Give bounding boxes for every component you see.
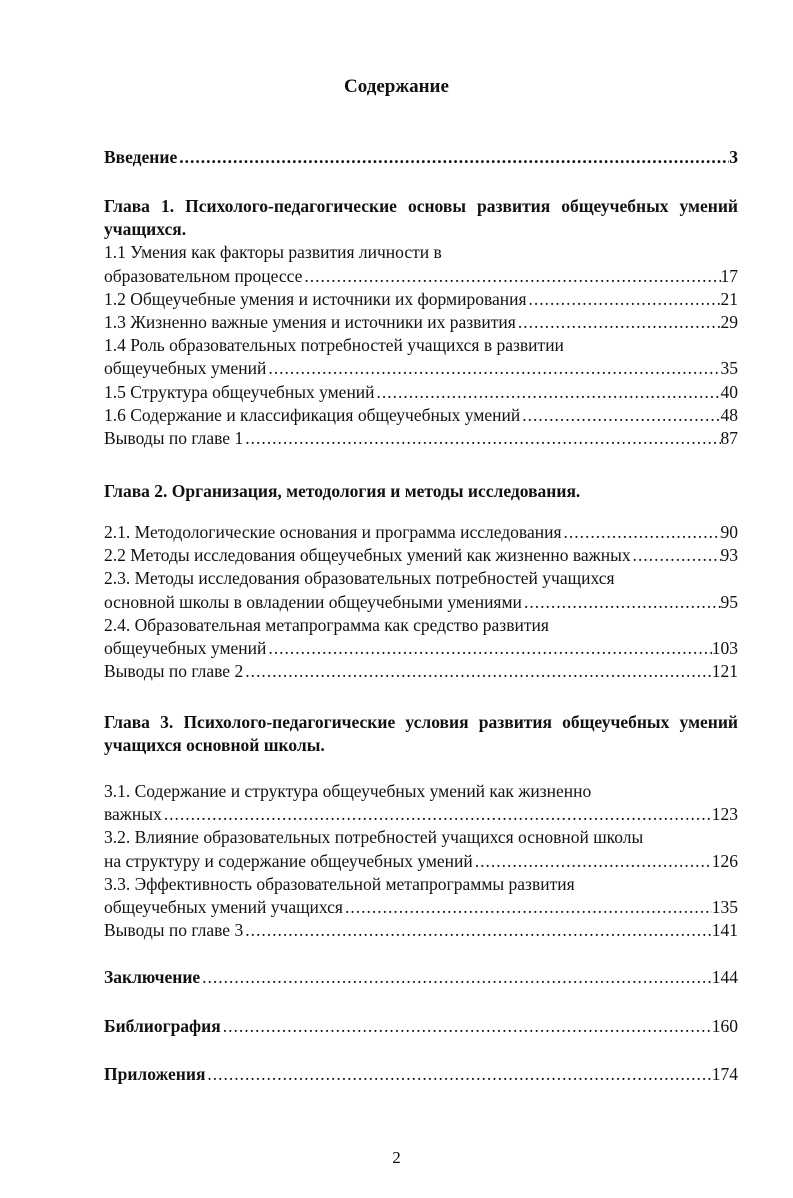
toc-entry-1-4[interactable]: [104, 334, 738, 380]
toc-label: 3.1. Содержание и структура общеучебных умений как жизненно: [104, 781, 592, 801]
toc-page: 123: [711, 804, 738, 825]
leader-dots: [516, 311, 721, 334]
toc-label: 3.3. Эффективность образовательной метапрограммы развития: [104, 873, 575, 894]
toc-page: 90: [720, 522, 738, 542]
toc-label: 2.4. Образовательная метапрограмма как средство развития: [104, 614, 549, 635]
toc-page: 95: [720, 591, 738, 612]
toc-page: 17: [720, 265, 738, 286]
toc-entry-1-3[interactable]: [104, 311, 738, 334]
chapter-2: [104, 480, 738, 503]
chapter-2-heading: Глава 2. Организация, методология и методы исследования.: [104, 481, 581, 501]
toc-label-cont: образовательном процессе: [104, 265, 303, 286]
toc-entry-appendix[interactable]: [104, 1063, 738, 1086]
toc-label: 1.2 Общеучебные умения и источники их формирования: [104, 288, 527, 309]
toc-page: 93: [720, 545, 738, 566]
toc-page: 144: [711, 967, 738, 987]
toc-label: 1.3 Жизненно важные умения и источники их развития: [104, 312, 516, 333]
leader-dots: [473, 850, 712, 873]
leader-dots: [205, 1063, 711, 1086]
chapter-1-heading: Глава 1. Психолого-педагогические основы развития общеучебных умений учащихся.: [104, 196, 738, 240]
toc-label: 3.2. Влияние образовательных потребностей учащихся основной школы: [104, 827, 644, 848]
toc-label: Выводы по главе 1: [104, 428, 244, 449]
toc-label: 1.6 Содержание и классификация общеучебных умений: [104, 404, 521, 425]
toc-entry-3-1[interactable]: [104, 780, 738, 826]
toc-label: 2.1. Методологические основания и программа исследования: [104, 522, 562, 542]
toc-entry-3-2[interactable]: [104, 826, 738, 872]
toc-entry-1-6[interactable]: [104, 404, 738, 427]
leader-dots: [200, 966, 712, 989]
toc-entry-1-1[interactable]: [104, 241, 738, 287]
leader-dots: [302, 265, 720, 288]
toc-page: 121: [711, 661, 738, 682]
toc-entry-3-3[interactable]: [104, 873, 738, 919]
leader-dots: [266, 637, 711, 660]
toc-label-cont: основной школы в овладении общеучебными умениями: [104, 591, 522, 612]
toc-page: 40: [720, 381, 738, 402]
toc-label: Заключение: [104, 967, 201, 987]
toc-entry-conclusion[interactable]: [104, 966, 738, 989]
leader-dots: [343, 896, 712, 919]
toc-label-cont: общеучебных умений: [104, 358, 267, 379]
toc-label: 1.4 Роль образовательных потребностей учащихся в развитии: [104, 335, 564, 356]
toc-label-cont: на структуру и содержание общеучебных умений: [104, 850, 473, 871]
toc-label: Приложения: [104, 1064, 206, 1084]
chapter-2-entries: [104, 521, 738, 683]
toc-entry-2-1[interactable]: [104, 521, 738, 544]
toc-entry-1-2[interactable]: [104, 288, 738, 311]
leader-dots: [243, 427, 720, 450]
toc-entry-2-3[interactable]: [104, 567, 738, 613]
leader-dots: [243, 919, 712, 942]
leader-dots: [522, 591, 721, 614]
toc-page: 135: [711, 897, 738, 918]
leader-dots: [375, 381, 721, 404]
toc-page: 160: [711, 1016, 738, 1036]
chapter-3-entries: [104, 780, 738, 942]
toc-label-cont: общеучебных умений: [104, 638, 267, 659]
leader-dots: [520, 404, 720, 427]
toc-label: 1.1 Умения как факторы развития личности в: [104, 242, 442, 263]
toc-page: 103: [711, 638, 738, 659]
leader-dots: [562, 521, 721, 544]
toc-page: 3: [729, 147, 738, 167]
leader-dots: [243, 660, 712, 683]
toc-entry-2-2[interactable]: [104, 544, 738, 567]
toc-entry-2-4[interactable]: [104, 614, 738, 660]
leader-dots: [527, 288, 721, 311]
toc-page: 141: [711, 920, 738, 941]
toc-page: 29: [720, 312, 738, 333]
toc-page: 21: [720, 288, 738, 309]
toc-entry-1-5[interactable]: [104, 381, 738, 404]
page-number: 2: [392, 1148, 401, 1167]
toc-page: 126: [711, 850, 738, 871]
toc-entry-3-conclusions[interactable]: [104, 919, 738, 942]
leader-dots: [162, 803, 712, 826]
toc-entry-bibliography[interactable]: [104, 1015, 738, 1038]
toc-entry-2-conclusions[interactable]: [104, 660, 738, 683]
toc-page: 174: [711, 1064, 738, 1084]
toc-label: Выводы по главе 2: [104, 661, 244, 682]
leader-dots: [631, 544, 721, 567]
toc-label: Выводы по главе 3: [104, 920, 244, 941]
leader-dots: [221, 1015, 712, 1038]
toc-label: 2.3. Методы исследования образовательных потребностей учащихся: [104, 568, 615, 589]
toc-label: 2.2 Методы исследования общеучебных умений как жизненно важных: [104, 545, 631, 566]
toc-entry-intro[interactable]: [104, 146, 738, 169]
page-title: Содержание: [344, 76, 449, 97]
chapter-3-heading: Глава 3. Психолого-педагогические условия развития общеучебных умений учащихся основной школы.: [104, 712, 738, 756]
chapter-3: [104, 711, 738, 757]
toc-page: 87: [720, 428, 738, 449]
toc-label: 1.5 Структура общеучебных умений: [104, 381, 375, 402]
toc-entry-1-conclusions[interactable]: [104, 427, 738, 450]
toc-label-cont: общеучебных умений учащихся: [104, 897, 343, 918]
toc-label: Библиография: [104, 1016, 221, 1036]
toc-page: 48: [720, 404, 738, 425]
leader-dots: [177, 146, 729, 169]
toc-label: Введение: [104, 147, 178, 167]
chapter-1: [104, 195, 738, 450]
toc-page: 35: [720, 358, 738, 379]
toc-label-cont: важных: [104, 804, 162, 825]
leader-dots: [266, 357, 720, 380]
